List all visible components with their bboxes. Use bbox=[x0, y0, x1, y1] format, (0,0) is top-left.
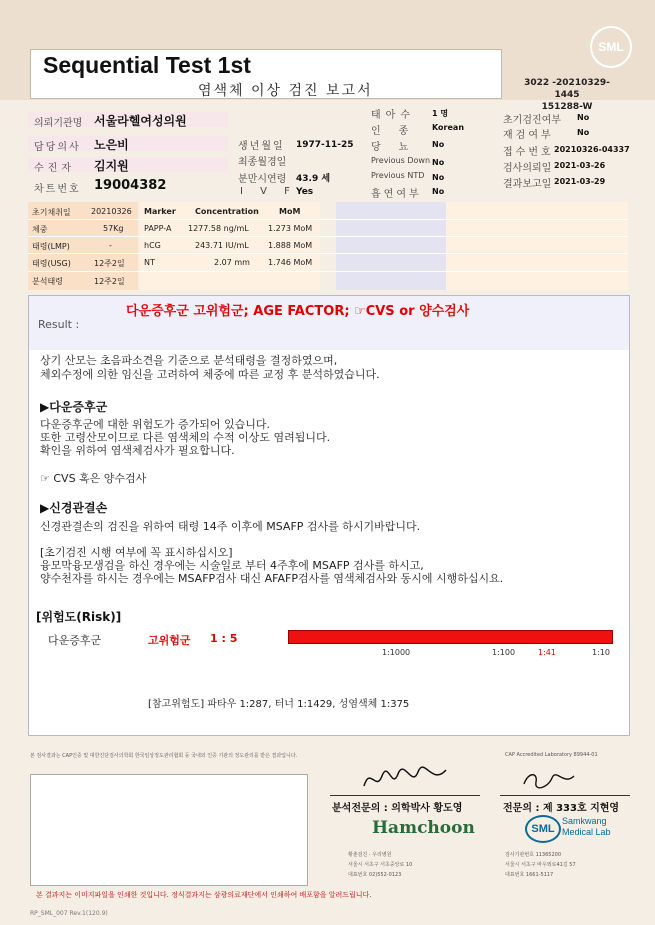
mom-nt: 1.746 MoM bbox=[268, 258, 313, 267]
first-screen-label: 초기검진여부 bbox=[503, 115, 561, 126]
age-value: 43.9 세 bbox=[296, 174, 331, 184]
interpretation-box bbox=[28, 350, 630, 736]
form-id: RP_SML_007 Rev.1(120.9) bbox=[30, 910, 108, 917]
cap-number: CAP Accredited Laboratory 89944-01 bbox=[505, 752, 598, 758]
sml-name-line2: Medical Lab bbox=[562, 827, 611, 837]
ivf-value: Yes bbox=[296, 187, 314, 197]
blank-box bbox=[30, 774, 308, 886]
risk-ratio: 1 : 5 bbox=[210, 632, 238, 645]
reported-label: 결과보고일 bbox=[503, 179, 552, 190]
fetus-value: 1 명 bbox=[432, 109, 449, 118]
sample-date-value: 20210326 bbox=[91, 207, 132, 216]
dob-value: 1977-11-25 bbox=[296, 140, 354, 150]
race-value: Korean bbox=[432, 123, 465, 132]
addr1-line1: 황춘검진 · 우리병원 bbox=[348, 852, 392, 858]
retest-value: No bbox=[577, 128, 590, 137]
addr2-line1: 검사기관번호 11365200 bbox=[505, 852, 562, 858]
mom-papp-a: 1.273 MoM bbox=[268, 224, 313, 233]
chart-value: 19004382 bbox=[94, 178, 167, 193]
sml-footer-logo: SML bbox=[525, 815, 561, 843]
prev-ntd-value: No bbox=[432, 173, 445, 182]
ga-analysis-value: 12주2일 bbox=[94, 277, 125, 286]
doctor-label: 담당의사 bbox=[34, 142, 81, 153]
first-screen-value: No bbox=[577, 113, 590, 122]
conc-nt: 2.07 mm bbox=[214, 258, 250, 267]
doctor-value: 노은비 bbox=[94, 138, 129, 152]
tick-1000: 1:1000 bbox=[382, 648, 411, 657]
ntd-heading: ▶신경관결손 bbox=[40, 501, 108, 515]
intro-line-1: 상기 산모는 초음파소견을 기준으로 분석태령을 결정하였으며, bbox=[40, 354, 338, 367]
accreditation-note: 본 검사결과는 CAP인증 및 대한진단검사의학회 한국임상정도관리협회 등 국내외 인증 기관의 정도관리를 받은 결과입니다. bbox=[30, 753, 298, 759]
page-subtitle: 염색체 이상 검진 보고서 bbox=[198, 83, 373, 99]
blank-panel-blue bbox=[336, 202, 446, 290]
concentration-header: Concentration bbox=[195, 207, 259, 216]
tick-patient-41: 1:41 bbox=[538, 648, 556, 657]
risk-level: 고위험군 bbox=[148, 634, 191, 647]
signature-1 bbox=[360, 764, 450, 794]
conc-hcg: 243.71 IU/mL bbox=[195, 241, 249, 250]
note-line-3: 양수천자를 하시는 경우에는 MSAFP검사 대신 AFAFP검사를 염색체검사와 동시에 시행하십시요. bbox=[40, 572, 504, 585]
down-line-1: 다운증후군에 대한 위험도가 증가되어 있습니다. bbox=[40, 418, 271, 431]
result-summary: 다운증후군 고위험군; AGE FACTOR; ☞CVS or 양수검사 bbox=[126, 304, 470, 319]
smoking-label: 흡연여부 bbox=[371, 189, 422, 200]
mom-hcg: 1.888 MoM bbox=[268, 241, 313, 250]
report-number bbox=[512, 77, 622, 113]
reference-risk: [참고위험도] 파타우 1:287, 터너 1:1429, 성염색체 1:375 bbox=[148, 699, 410, 710]
weight-value: 57Kg bbox=[103, 224, 124, 233]
accession-label: 접수번호 bbox=[503, 147, 554, 158]
result-label: Result : bbox=[38, 318, 80, 331]
requested-label: 검사의뢰일 bbox=[503, 163, 552, 174]
addr1-line3: 대표번호 02)552-0123 bbox=[348, 872, 402, 878]
grid-line-1 bbox=[28, 219, 628, 220]
examinee-value: 김지원 bbox=[94, 159, 129, 173]
dob-label: 생년월일 bbox=[238, 141, 285, 152]
signature-line-2 bbox=[500, 795, 630, 796]
ga-usg-label: 태령(USG) bbox=[32, 259, 71, 268]
prev-ntd-label: Previous NTD bbox=[371, 171, 425, 180]
institution-value: 서울라헬여성의원 bbox=[94, 114, 187, 128]
hamchoon-address bbox=[348, 850, 412, 880]
grid-line-2 bbox=[28, 236, 628, 237]
retest-label: 재검여부 bbox=[503, 130, 554, 141]
ivf-label: I V F bbox=[240, 186, 297, 197]
weight-label: 체중 bbox=[32, 225, 48, 234]
note-line-2: 융모막융모생검을 하신 경우에는 시술일로 부터 4주후에 MSAFP 검사를 하시고, bbox=[40, 559, 424, 572]
marker-header: Marker bbox=[144, 207, 176, 216]
fetus-label: 태아수 bbox=[371, 110, 415, 121]
requested-value: 2021-03-26 bbox=[554, 161, 606, 170]
diabetes-value: No bbox=[432, 140, 445, 149]
sml-logo: SML bbox=[590, 26, 632, 68]
marker-nt: NT bbox=[144, 258, 155, 267]
mom-header: MoM bbox=[279, 207, 301, 216]
ga-lmp-value: - bbox=[109, 241, 112, 250]
print-notice: 본 결과지는 이미지파일을 인쇄한 것입니다. 정식결과지는 삼광의료재단에서 인쇄하여 배포함을 알려드립니다. bbox=[36, 891, 372, 899]
report-number-line1: 3022 -20210329-1445 bbox=[524, 78, 610, 100]
blank-panel-peach bbox=[446, 202, 628, 290]
risk-bar bbox=[288, 630, 613, 644]
down-line-2: 또한 고령산모이므로 다른 염색체의 수적 이상도 염려됩니다. bbox=[40, 431, 331, 444]
tick-10: 1:10 bbox=[592, 648, 610, 657]
sml-address bbox=[505, 850, 576, 880]
age-label: 분만시연령 bbox=[238, 174, 287, 185]
sml-name bbox=[562, 816, 611, 838]
prev-down-value: No bbox=[432, 158, 445, 167]
chart-label: 차트번호 bbox=[34, 184, 81, 195]
lmp-label: 최종월경일 bbox=[238, 157, 287, 168]
risk-condition: 다운증후군 bbox=[48, 634, 102, 647]
note-line-1: [초기검진 시행 여부에 꼭 표시하십시오] bbox=[40, 546, 233, 559]
grid-line-4 bbox=[28, 271, 628, 272]
ga-lmp-label: 태령(LMP) bbox=[32, 242, 70, 251]
intro-line-2: 체외수정에 의한 임신을 고려하여 체중에 따른 교정 후 분석하였습니다. bbox=[40, 368, 380, 381]
cvs-recommendation: ☞ CVS 혹은 양수검사 bbox=[40, 472, 147, 485]
page-title: Sequential Test 1st bbox=[43, 52, 251, 78]
diabetes-label: 당뇨 bbox=[371, 142, 427, 153]
tick-100: 1:100 bbox=[492, 648, 516, 657]
signer-1: 분석전문의 : 의학박사 황도영 bbox=[332, 803, 463, 814]
ga-usg-value: 12주2일 bbox=[94, 259, 125, 268]
marker-hcg: hCG bbox=[144, 241, 161, 250]
hamchoon-logo: Hamchoon bbox=[372, 818, 475, 838]
ga-analysis-label: 분석태령 bbox=[32, 277, 63, 286]
addr2-line3: 대표번호 1661-5117 bbox=[505, 872, 554, 878]
down-line-3: 확인을 위하여 염색체검사가 필요합니다. bbox=[40, 444, 235, 457]
smoking-value: No bbox=[432, 187, 445, 196]
examinee-label: 수진자 bbox=[34, 163, 75, 174]
signature-2 bbox=[518, 768, 578, 792]
sml-name-line1: Samkwang bbox=[562, 816, 607, 826]
sample-date-label: 초기채취일 bbox=[32, 208, 71, 217]
reported-value: 2021-03-29 bbox=[554, 177, 606, 186]
race-label: 인종 bbox=[371, 126, 427, 137]
marker-papp-a: PAPP-A bbox=[144, 224, 172, 233]
signer-2: 전문의 : 제 333호 지현영 bbox=[503, 803, 620, 814]
signature-line-1 bbox=[330, 795, 480, 796]
grid-line-3 bbox=[28, 253, 628, 254]
institution-label: 의뢰기관명 bbox=[34, 118, 83, 129]
addr1-line2: 서울시 서초구 서초중앙로 10 bbox=[348, 862, 413, 868]
ntd-line-1: 신경관결손의 검진을 위하여 태령 14주 이후에 MSAFP 검사를 하시기바랍니다. bbox=[40, 520, 421, 533]
risk-title: [위험도(Risk)] bbox=[36, 610, 122, 624]
conc-papp-a: 1277.58 ng/mL bbox=[188, 224, 249, 233]
prev-down-label: Previous Down bbox=[371, 156, 431, 165]
down-syndrome-heading: ▶다운증후군 bbox=[40, 400, 108, 414]
report-number-line2: 151288-W bbox=[541, 102, 593, 112]
addr2-line2: 서울시 서초구 바우뫼로41길 57 bbox=[505, 862, 576, 868]
accession-value: 20210326-04337 bbox=[554, 145, 630, 154]
